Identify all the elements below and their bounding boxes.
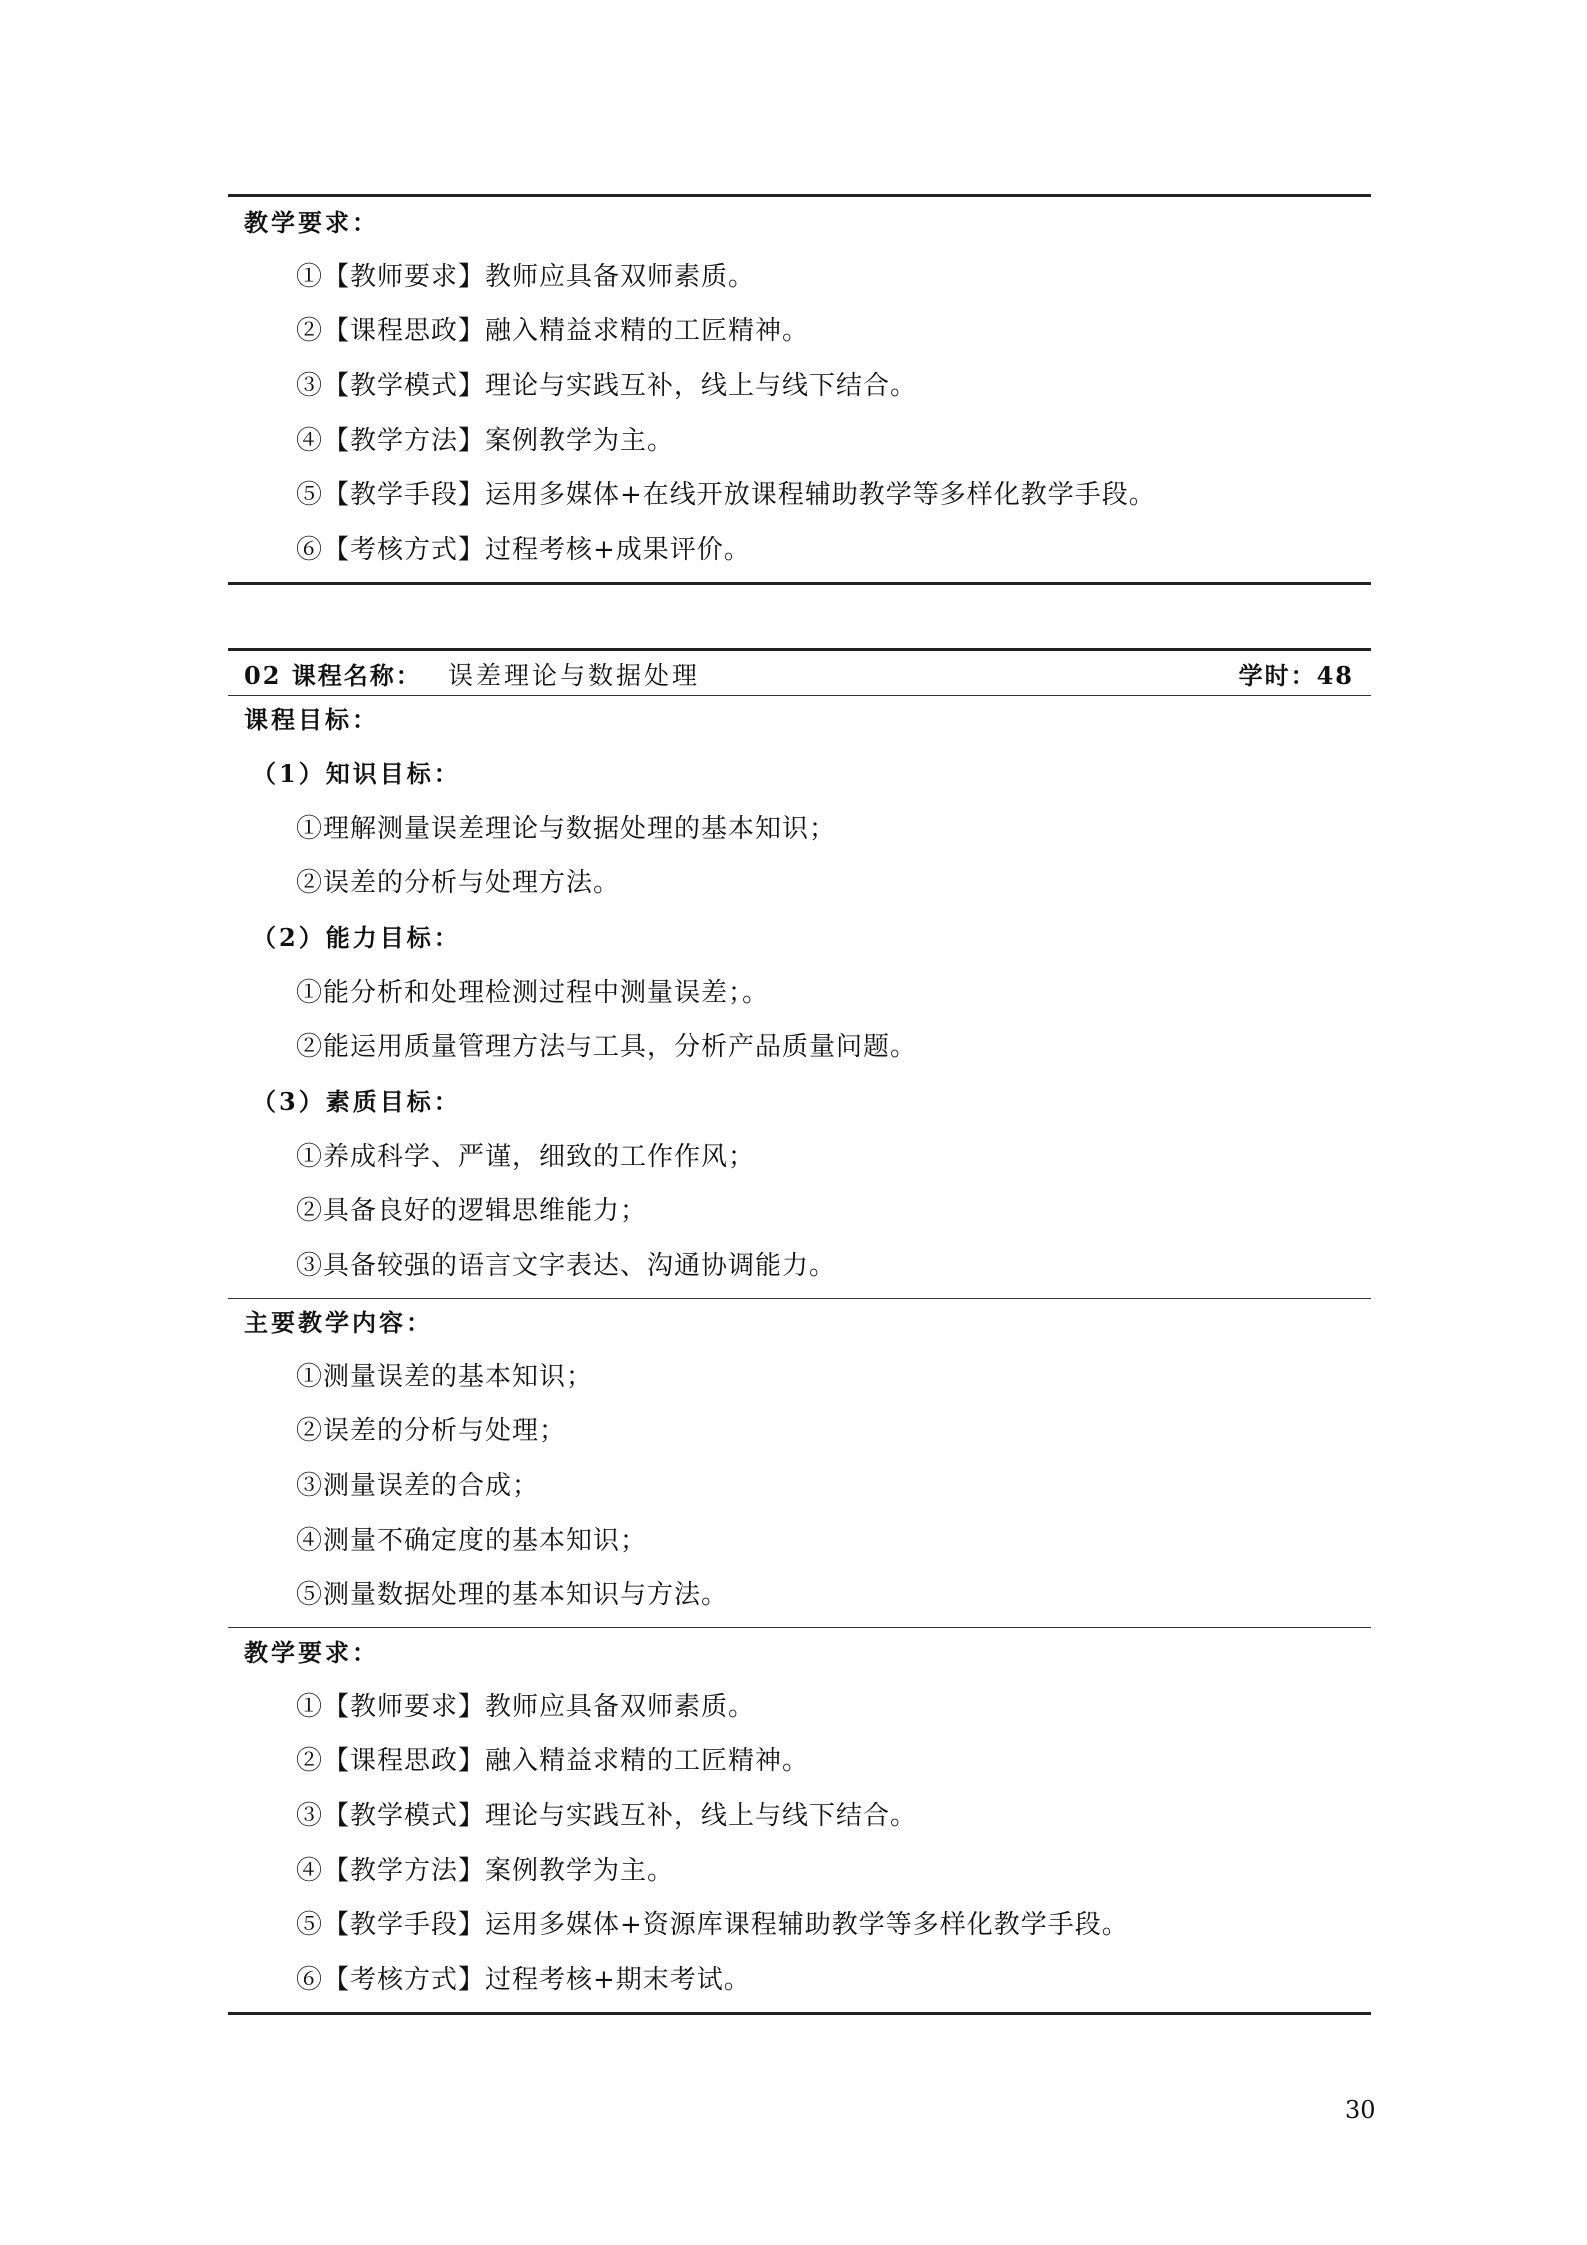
requirement-item: ②【课程思政】融入精益求精的工匠精神。	[296, 316, 810, 346]
quality-goal-item: ①养成科学、严谨，细致的工作作风；	[296, 1142, 756, 1172]
course-hours: 学时：48	[1238, 661, 1354, 690]
requirement-item: ④【教学方法】案例教学为主。	[296, 1856, 675, 1886]
quality-goals-heading: （3）素质目标：	[252, 1087, 461, 1116]
requirement-item: ③【教学模式】理论与实践互补，线上与线下结合。	[296, 1801, 918, 1831]
content-divider	[228, 1298, 1371, 1299]
teaching-requirements-heading: 教学要求：	[244, 1638, 379, 1667]
requirement-item: ④【教学方法】案例教学为主。	[296, 426, 675, 456]
ability-goal-item: ②能运用质量管理方法与工具，分析产品质量问题。	[296, 1032, 918, 1062]
requirement-item: ②【课程思政】融入精益求精的工匠精神。	[296, 1746, 810, 1776]
requirement-item: ⑥【考核方式】过程考核+成果评价。	[296, 535, 751, 565]
section-end-rule	[228, 582, 1371, 585]
course-bottom-rule	[228, 2012, 1371, 2015]
knowledge-goal-item: ②误差的分析与处理方法。	[296, 868, 621, 898]
top-rule	[228, 194, 1371, 197]
quality-goal-item: ③具备较强的语言文字表达、沟通协调能力。	[296, 1251, 837, 1281]
teaching-requirements-heading: 教学要求：	[244, 208, 379, 237]
content-item: ④测量不确定度的基本知识；	[296, 1526, 648, 1556]
ability-goal-item: ①能分析和处理检测过程中测量误差；。	[296, 978, 770, 1008]
requirement-item: ⑤【教学手段】运用多媒体+在线开放课程辅助教学等多样化教学手段。	[296, 480, 1156, 510]
course-goals-heading: 课程目标：	[244, 705, 379, 734]
content-item: ③测量误差的合成；	[296, 1471, 540, 1501]
title-divider	[228, 695, 1371, 696]
requirement-item: ⑤【教学手段】运用多媒体+资源库课程辅助教学等多样化教学手段。	[296, 1910, 1129, 1940]
requirement-item: ⑥【考核方式】过程考核+期末考试。	[296, 1965, 751, 1995]
course-top-rule	[228, 648, 1371, 651]
requirements-divider	[228, 1627, 1371, 1628]
content-item: ①测量误差的基本知识；	[296, 1362, 594, 1392]
course-number-label: 02 课程名称：	[244, 661, 422, 690]
quality-goal-item: ②具备良好的逻辑思维能力；	[296, 1196, 648, 1226]
content-item: ②误差的分析与处理；	[296, 1416, 567, 1446]
requirement-item: ①【教师要求】教师应具备双师素质。	[296, 1692, 756, 1722]
course-title-row	[244, 656, 1354, 696]
knowledge-goals-heading: （1）知识目标：	[252, 759, 461, 788]
main-content-heading: 主要教学内容：	[244, 1308, 433, 1337]
requirement-item: ①【教师要求】教师应具备双师素质。	[296, 262, 756, 292]
ability-goals-heading: （2）能力目标：	[252, 923, 461, 952]
course-name: 误差理论与数据处理	[448, 661, 701, 690]
knowledge-goal-item: ①理解测量误差理论与数据处理的基本知识；	[296, 814, 837, 844]
requirement-item: ③【教学模式】理论与实践互补，线上与线下结合。	[296, 371, 918, 401]
page-number: 30	[1345, 2096, 1376, 2124]
content-item: ⑤测量数据处理的基本知识与方法。	[296, 1580, 729, 1610]
